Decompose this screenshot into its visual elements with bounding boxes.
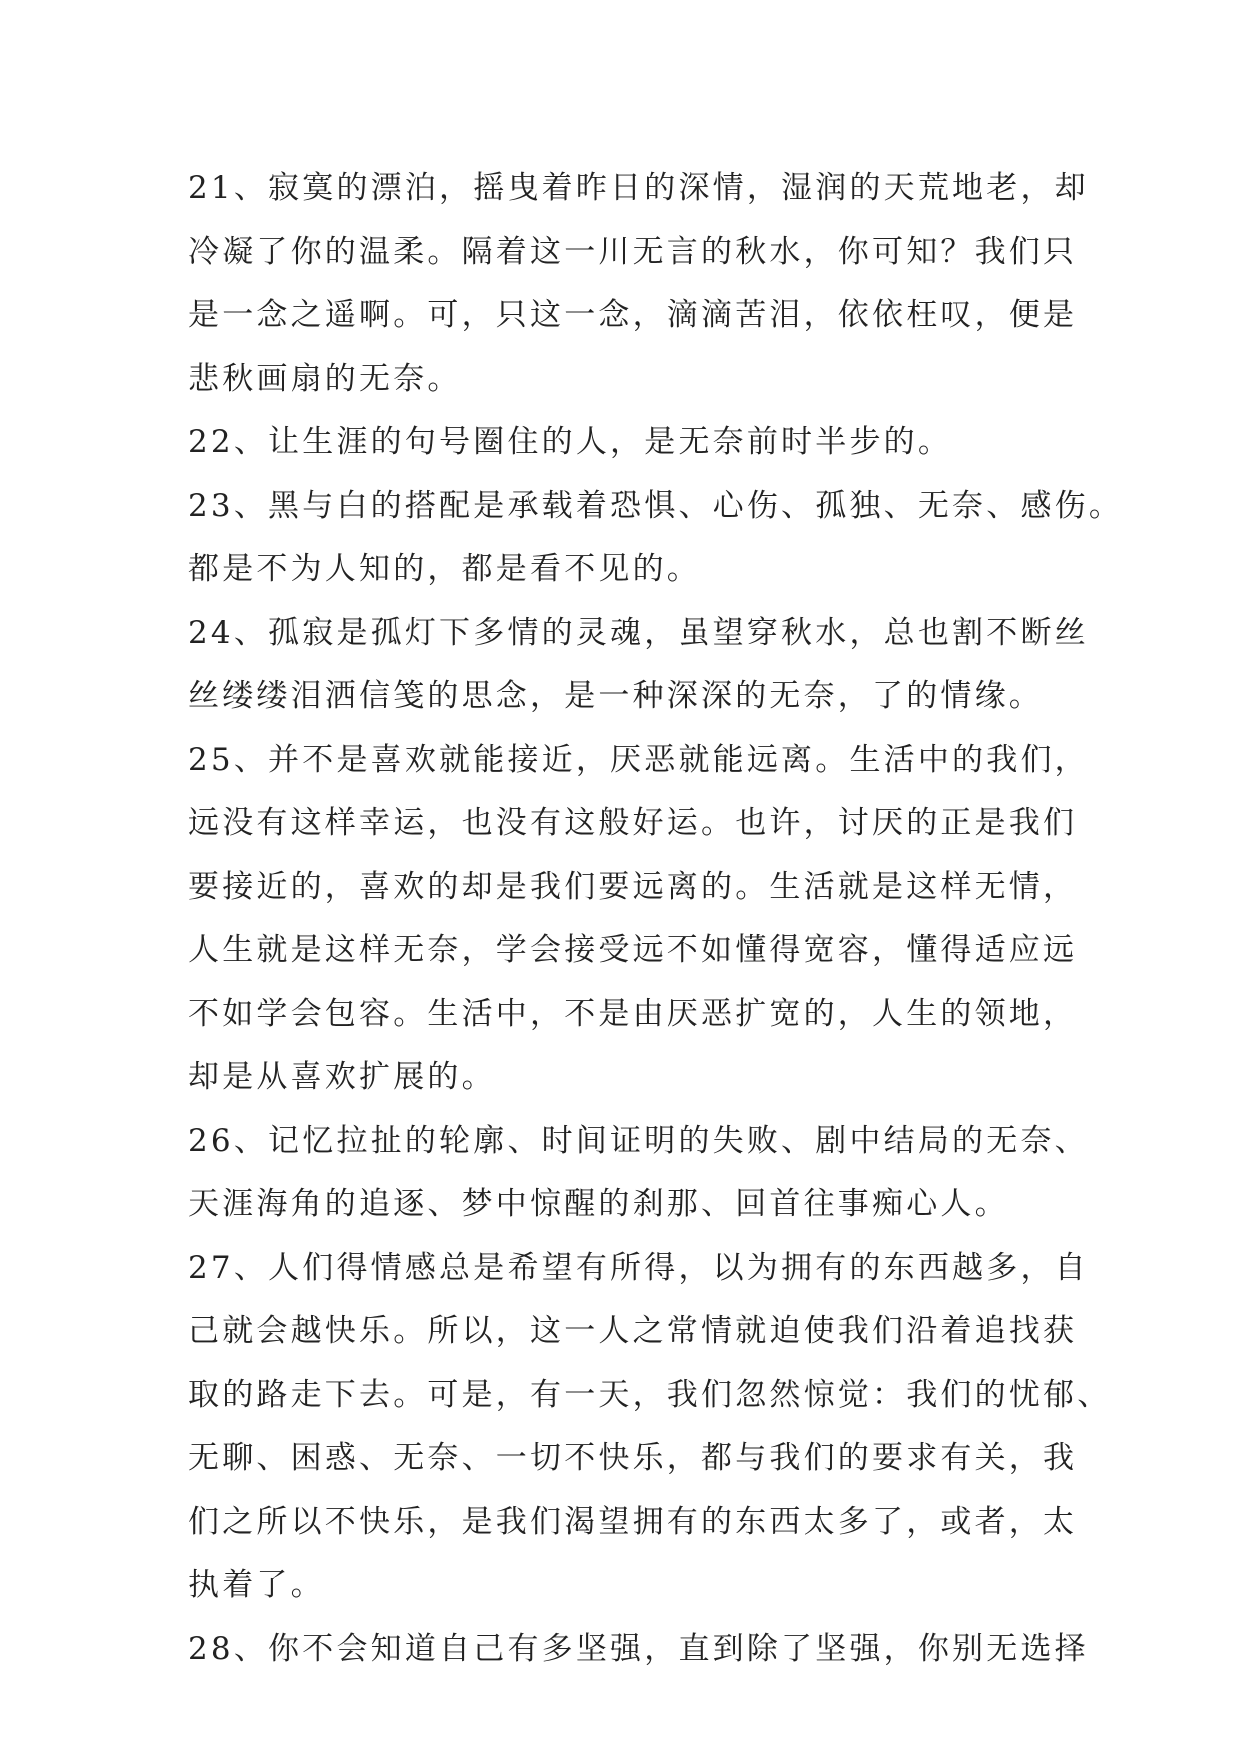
text-line: 不如学会包容。生活中，不是由厌恶扩宽的，人生的领地， xyxy=(188,995,1078,1032)
text-line: 无聊、困惑、无奈、一切不快乐，都与我们的要求有关，我 xyxy=(188,1440,1078,1476)
text-line: 天涯海角的追逐、梦中惊醒的刹那、回首往事痴心人。 xyxy=(188,1186,1009,1222)
text-line: 取的路走下去。可是，有一天，我们忽然惊觉：我们的忧郁、 xyxy=(188,1376,1112,1413)
text-line: 丝缕缕泪洒信笺的思念，是一种深深的无奈，了的情缘。 xyxy=(188,678,1043,714)
text-line: 冷凝了你的温柔。隔着这一川无言的秋水，你可知？我们只 xyxy=(188,233,1078,270)
text-line: 们之所以不快乐，是我们渴望拥有的东西太多了，或者，太 xyxy=(188,1503,1078,1540)
text-line: 远没有这样幸运，也没有这般好运。也许，讨厌的正是我们 xyxy=(188,805,1078,841)
text-line: 是一念之遥啊。可，只这一念，滴滴苦泪，依依枉叹，便是 xyxy=(188,297,1078,333)
text-line: 24、孤寂是孤灯下多情的灵魂，虽望穿秋水，总也割不断丝 xyxy=(188,614,1089,651)
text-line: 人生就是这样无奈，学会接受远不如懂得宽容，懂得适应远 xyxy=(188,932,1078,968)
text-line: 执着了。 xyxy=(188,1567,325,1603)
text-line: 26、记忆拉扯的轮廓、时间证明的失败、剧中结局的无奈、 xyxy=(188,1122,1089,1159)
text-line: 28、你不会知道自己有多坚强，直到除了坚强，你别无选择 xyxy=(188,1630,1089,1667)
text-line: 25、并不是喜欢就能接近，厌恶就能远离。生活中的我们， xyxy=(188,741,1089,778)
text-line: 27、人们得情感总是希望有所得，以为拥有的东西越多，自 xyxy=(188,1249,1089,1286)
text-line: 悲秋画扇的无奈。 xyxy=(188,360,462,397)
text-line: 却是从喜欢扩展的。 xyxy=(188,1059,496,1095)
document-body xyxy=(188,157,1124,1681)
text-line: 22、让生涯的句号圈住的人，是无奈前时半步的。 xyxy=(188,424,953,460)
text-line: 21、寂寞的漂泊，摇曳着昨日的深情，湿润的天荒地老，却 xyxy=(188,170,1089,206)
text-line: 23、黑与白的搭配是承载着恐惧、心伤、孤独、无奈、感伤。 xyxy=(188,487,1124,524)
text-line: 要接近的，喜欢的却是我们要远离的。生活就是这样无情， xyxy=(188,868,1078,905)
text-line: 己就会越快乐。所以，这一人之常情就迫使我们沿着追找获 xyxy=(188,1313,1078,1349)
text-line: 都是不为人知的，都是看不见的。 xyxy=(188,551,701,587)
